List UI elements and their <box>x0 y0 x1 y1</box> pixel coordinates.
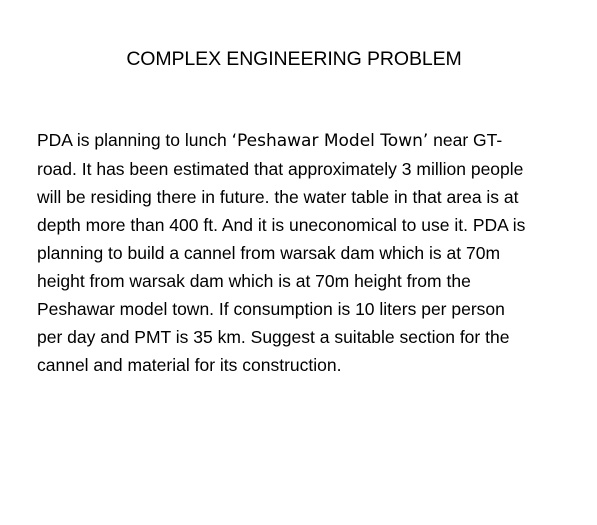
text-line-1-end: near GT- <box>428 130 503 150</box>
text-line-8: per day and PMT is 35 km. Suggest a suitable section for the <box>37 327 510 347</box>
quoted-project-name: ‘Peshawar Model Town’ <box>231 131 429 151</box>
problem-statement <box>37 126 587 379</box>
text-line-3: will be residing there in future. the water table in that area is at <box>37 187 519 207</box>
text-line-4: depth more than 400 ft. And it is uneconomical to use it. PDA is <box>37 215 526 235</box>
text-line-1 <box>37 126 587 155</box>
text-line-9: cannel and material for its construction. <box>37 355 342 375</box>
page-title: COMPLEX ENGINEERING PROBLEM <box>126 48 462 70</box>
text-line-7: Peshawar model town. If consumption is 10 liters per person <box>37 299 505 319</box>
text-line-1-start: PDA is planning to lunch <box>37 130 232 150</box>
text-line-6: height from warsak dam which is at 70m height from the <box>37 271 471 291</box>
text-line-5: planning to build a cannel from warsak dam which is at 70m <box>37 243 501 263</box>
text-line-2: road. It has been estimated that approximately 3 million people <box>37 159 524 179</box>
